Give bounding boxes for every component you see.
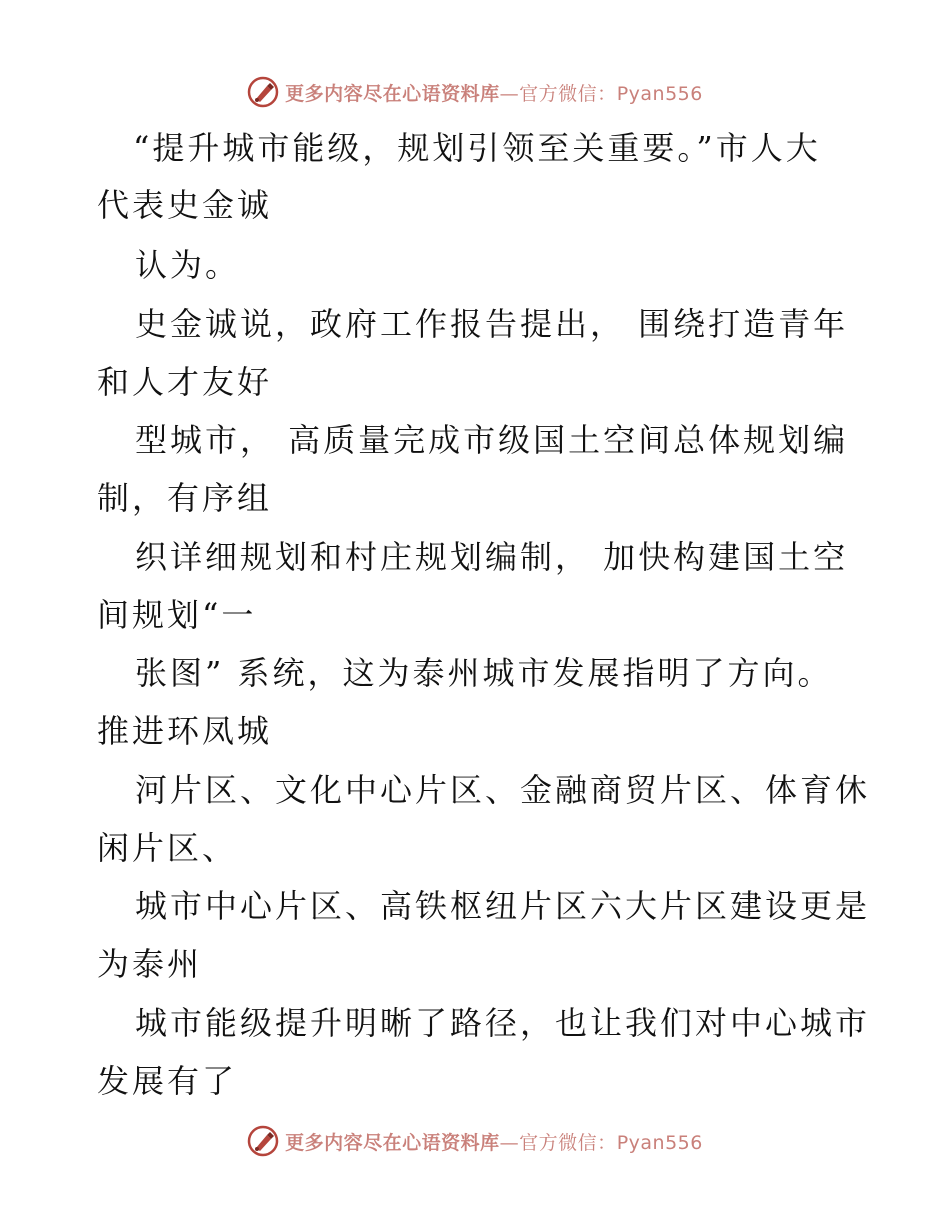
text-line: 发展有了 bbox=[97, 1062, 238, 1100]
text-line: 间规划“一 bbox=[97, 596, 257, 634]
watermark-separator: — bbox=[499, 82, 520, 105]
text-line: 河片区、文化中心片区、金融商贸片区、体育休 bbox=[135, 771, 871, 809]
text-line: 闲片区、 bbox=[97, 829, 238, 867]
text-line: 型城市， 高质量完成市级国土空间总体规划编 bbox=[135, 421, 849, 459]
ink-pen-icon bbox=[247, 76, 279, 108]
text-line: 张图” 系统，这为泰州城市发展指明了方向。 bbox=[135, 654, 833, 692]
ink-pen-icon bbox=[247, 1125, 279, 1157]
footer-watermark bbox=[0, 1121, 950, 1161]
text-line: 史金诚说，政府工作报告提出， 围绕打造青年 bbox=[135, 305, 849, 343]
text-line: 为泰州 bbox=[97, 945, 203, 983]
text-line: 推进环凤城 bbox=[97, 712, 273, 750]
text-line: 制，有序组 bbox=[97, 479, 273, 517]
text-line: “提升城市能级，规划引领至关重要。”市人大 bbox=[133, 129, 821, 167]
watermark-wechat-id: Pyan556 bbox=[616, 1131, 703, 1154]
text-line: 城市中心片区、高铁枢纽片区六大片区建设更是 bbox=[135, 887, 871, 925]
text-line: 代表史金诚 bbox=[97, 186, 273, 224]
watermark-wechat-label: 官方微信： bbox=[519, 1131, 617, 1154]
header-watermark bbox=[0, 72, 950, 112]
watermark-text bbox=[285, 79, 703, 106]
text-line: 和人才友好 bbox=[97, 363, 273, 401]
text-line: 认为。 bbox=[135, 246, 241, 284]
watermark-separator: — bbox=[499, 1131, 520, 1154]
watermark-wechat-id: Pyan556 bbox=[616, 82, 703, 105]
watermark-main: 更多内容尽在心语资料库 bbox=[285, 82, 500, 105]
watermark-wechat-label: 官方微信： bbox=[519, 82, 617, 105]
watermark-main: 更多内容尽在心语资料库 bbox=[285, 1131, 500, 1154]
watermark-text bbox=[285, 1128, 703, 1155]
text-line: 织详细规划和村庄规划编制， 加快构建国土空 bbox=[135, 538, 849, 576]
text-line: 城市能级提升明晰了路径，也让我们对中心城市 bbox=[135, 1004, 871, 1042]
